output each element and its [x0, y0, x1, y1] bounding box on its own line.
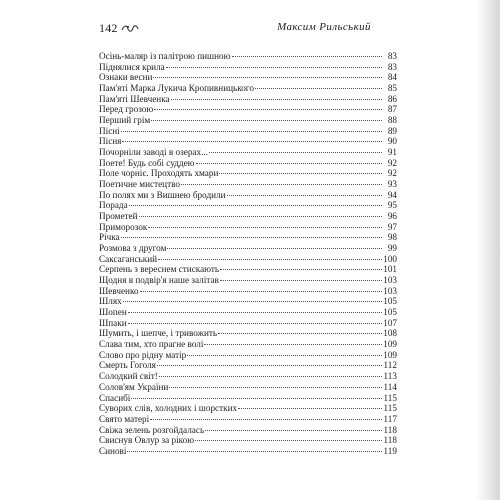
dot-leader [232, 56, 383, 57]
toc-entry-title: Порада [99, 200, 128, 211]
toc-entry [99, 339, 397, 350]
toc-entry-page: 115 [383, 403, 397, 414]
toc-entry-page: 85 [387, 83, 397, 94]
toc-entry [99, 158, 397, 169]
dot-leader [159, 376, 382, 377]
toc-entry-page: 94 [387, 189, 397, 200]
dot-leader [140, 291, 382, 292]
toc-entry [99, 136, 397, 147]
toc-entry [99, 190, 397, 201]
toc-entry [99, 446, 397, 457]
dot-leader [150, 419, 382, 420]
toc-entry-page: 103 [383, 275, 397, 286]
table-of-contents [99, 51, 397, 457]
dot-leader [122, 141, 382, 142]
toc-entry-title: Шопен [99, 307, 127, 318]
toc-entry-title: Пісня [99, 136, 122, 147]
toc-entry [99, 360, 397, 371]
toc-entry-title: Осінь-маляр із палітрою пишною [99, 51, 231, 61]
toc-entry [99, 435, 397, 446]
toc-entry [99, 393, 397, 404]
toc-entry-page: 112 [383, 360, 397, 371]
dot-leader [220, 280, 382, 281]
toc-entry [99, 104, 397, 115]
dot-leader [148, 227, 382, 228]
toc-entry-page: 96 [387, 211, 397, 222]
toc-entry [99, 243, 397, 254]
page-edge-shadow [476, 0, 500, 500]
toc-entry-page: 109 [383, 339, 397, 350]
toc-entry-page: 84 [387, 72, 397, 83]
toc-entry [99, 296, 397, 307]
dot-leader [209, 152, 382, 153]
dot-leader [127, 451, 382, 452]
toc-entry-page: 83 [387, 61, 397, 72]
dot-leader [204, 344, 382, 345]
toc-entry [99, 414, 397, 425]
toc-entry [99, 62, 397, 73]
dot-leader [121, 131, 382, 132]
flourish-ornament-icon [121, 23, 139, 33]
dot-leader [166, 67, 382, 68]
toc-entry-title: Пісні [99, 125, 120, 136]
toc-entry-title: Пам'яті Шевченка [99, 93, 170, 104]
toc-entry-title: Розмова з другом [99, 243, 167, 254]
toc-entry-page: 108 [383, 328, 397, 339]
toc-entry-title: Суворих слів, холодних і шорстких [99, 403, 238, 414]
toc-entry-page: 101 [383, 264, 397, 275]
toc-entry-page: 83 [387, 51, 397, 61]
dot-leader [181, 184, 382, 185]
toc-entry-page: 105 [383, 296, 397, 307]
dot-leader [129, 205, 382, 206]
page-number: 142 [99, 21, 118, 35]
toc-entry-page: 118 [383, 424, 397, 435]
toc-entry-title: Поле чорніє. Проходять хмари [99, 168, 219, 179]
dot-leader [167, 248, 382, 249]
toc-entry-title: Поете! Будь собі суддею [99, 157, 195, 168]
toc-entry-page: 105 [383, 307, 397, 318]
toc-entry-page: 99 [387, 243, 397, 254]
dot-leader [128, 323, 382, 324]
toc-entry-page: 115 [383, 392, 397, 403]
toc-entry-title: Прометей [99, 211, 138, 222]
toc-entry [99, 232, 397, 243]
dot-leader [157, 365, 382, 366]
toc-entry-title: Спасибі [99, 392, 131, 403]
toc-entry-title: Пам'яті Марка Лукича Кропивницького [99, 83, 254, 94]
dot-leader [218, 333, 382, 334]
toc-entry-page: 92 [387, 157, 397, 168]
dot-leader [139, 216, 382, 217]
dot-leader [121, 237, 382, 238]
toc-entry [99, 328, 397, 339]
toc-entry-page: 118 [383, 435, 397, 446]
dot-leader [169, 387, 382, 388]
toc-entry [99, 200, 397, 211]
toc-entry-page: 98 [387, 232, 397, 243]
toc-entry-page: 92 [387, 168, 397, 179]
toc-entry-page: 109 [383, 349, 397, 360]
toc-entry [99, 275, 397, 286]
toc-entry [99, 222, 397, 233]
toc-entry-page: 107 [383, 317, 397, 328]
toc-entry-page: 88 [387, 115, 397, 126]
toc-entry-title: Шлях [99, 296, 122, 307]
toc-entry-page: 100 [383, 253, 397, 264]
toc-entry-title: Перший грім [99, 115, 151, 126]
dot-leader [205, 430, 382, 431]
toc-entry-title: Свято матері [99, 413, 150, 424]
dot-leader [128, 312, 382, 313]
dot-leader [238, 408, 382, 409]
toc-entry [99, 115, 397, 126]
toc-entry [99, 168, 397, 179]
dot-leader [151, 120, 382, 121]
toc-entry [99, 286, 397, 297]
toc-entry-title: Шевченко [99, 285, 139, 296]
dot-leader [158, 259, 382, 260]
toc-entry-title: Перед грозою [99, 104, 154, 115]
dot-leader [195, 440, 382, 441]
toc-entry-page: 86 [387, 93, 397, 104]
page-header [99, 21, 399, 39]
toc-entry-title: Слово про рідну матір [99, 349, 187, 360]
toc-entry-page: 90 [387, 136, 397, 147]
toc-entry-title: Свіжа зелень розгойдалась [99, 424, 205, 435]
toc-entry-title: Щодня в подвір'я наше залітав [99, 275, 219, 286]
toc-entry-title: Шумить, і шепче, і тривожить [99, 328, 218, 339]
toc-entry [99, 350, 397, 361]
toc-entry [99, 51, 397, 62]
toc-entry-page: 95 [387, 200, 397, 211]
toc-entry [99, 403, 397, 414]
toc-entry-title: Ознаки весни [99, 72, 153, 83]
toc-entry [99, 307, 397, 318]
toc-entry-page: 97 [387, 221, 397, 232]
dot-leader [153, 77, 382, 78]
toc-entry-title: Солов'ям України [99, 381, 169, 392]
toc-entry-title: Приморозок [99, 221, 148, 232]
toc-entry-page: 91 [387, 147, 397, 158]
toc-entry-title: Поетичне мистецтво [99, 179, 180, 190]
toc-entry [99, 264, 397, 275]
dot-leader [154, 109, 382, 110]
toc-entry-page: 93 [387, 179, 397, 190]
dot-leader [227, 195, 382, 196]
dot-leader [131, 398, 382, 399]
toc-entry-title: Шпаки [99, 317, 127, 328]
dot-leader [123, 301, 382, 302]
toc-entry-title: Синові [99, 445, 127, 456]
dot-leader [220, 269, 382, 270]
toc-entry-page: 89 [387, 125, 397, 136]
toc-entry-title: Саксаганський [99, 253, 158, 264]
toc-entry [99, 382, 397, 393]
toc-entry-title: Смерть Гоголя [99, 360, 156, 371]
toc-entry-title: Серпень з вереснем стискають [99, 264, 220, 275]
toc-entry-page: 113 [383, 371, 397, 382]
toc-entry [99, 147, 397, 158]
toc-entry [99, 425, 397, 436]
toc-entry [99, 254, 397, 265]
dot-leader [171, 99, 382, 100]
toc-entry [99, 211, 397, 222]
toc-entry [99, 371, 397, 382]
toc-entry-title: Солодкий світ! [99, 371, 158, 382]
toc-entry-title: По полях ми з Вишнею бродили [99, 189, 226, 200]
toc-entry-title: Слава тим, хто прагне волі [99, 339, 204, 350]
toc-entry-page: 117 [383, 413, 397, 424]
toc-entry-page: 114 [383, 381, 397, 392]
toc-entry-page: 119 [383, 445, 397, 456]
toc-entry-title: Річка [99, 232, 120, 243]
toc-entry [99, 72, 397, 83]
dot-leader [187, 355, 382, 356]
toc-entry [99, 318, 397, 329]
toc-entry [99, 179, 397, 190]
toc-entry [99, 126, 397, 137]
toc-entry-page: 103 [383, 285, 397, 296]
toc-entry [99, 83, 397, 94]
dot-leader [196, 163, 382, 164]
toc-entry-title: Свиснув Овлур за рікою [99, 435, 195, 446]
dot-leader [219, 173, 382, 174]
toc-entry-page: 87 [387, 104, 397, 115]
dot-leader [255, 88, 382, 89]
toc-entry [99, 94, 397, 105]
toc-entry-title: Почорніли заводі в озерах... [99, 147, 208, 158]
running-head: Максим Рильський [277, 21, 371, 33]
toc-entry-title: Піднялися крила [99, 61, 165, 72]
